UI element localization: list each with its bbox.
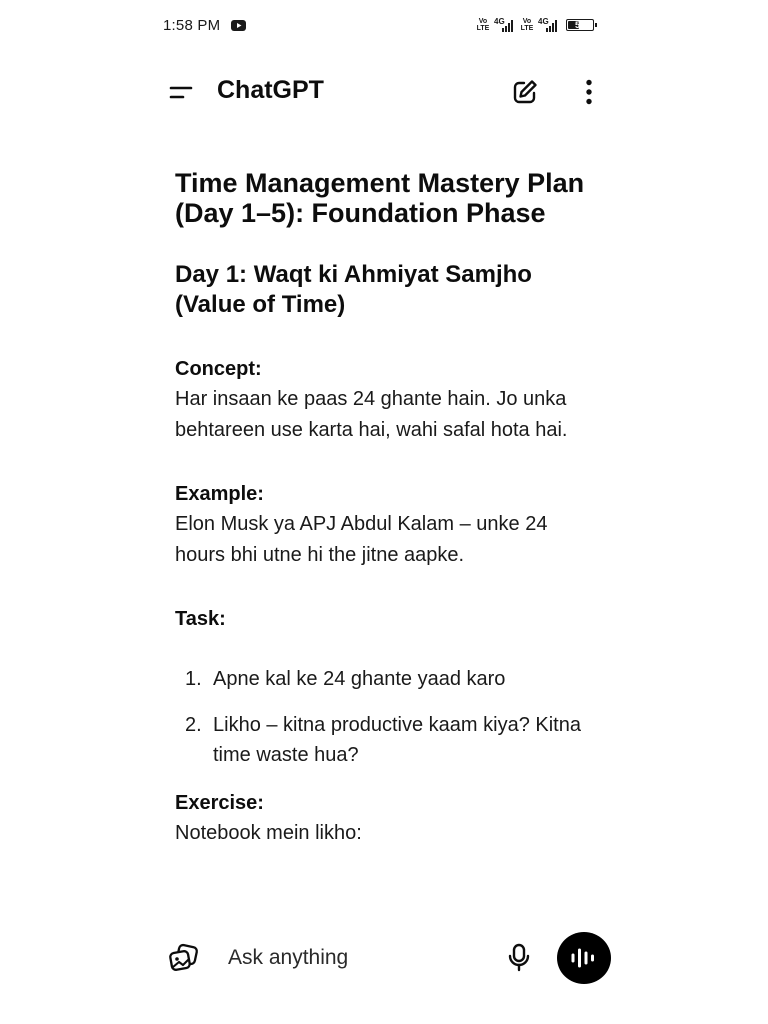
more-vertical-icon (585, 79, 593, 105)
message-title: Time Management Mastery Plan (Day 1–5): Foundation Phase (175, 168, 585, 228)
day-heading: Day 1: Waqt ki Ahmiyat Samjho (Value of Time) (175, 261, 532, 318)
app-header (0, 64, 768, 120)
microphone-icon (507, 943, 531, 973)
task-section (175, 604, 595, 770)
task-label: Task: (175, 608, 226, 630)
assistant-message (175, 168, 595, 849)
ask-input[interactable] (228, 943, 488, 973)
youtube-icon (231, 20, 246, 31)
voice-mode-button[interactable] (557, 932, 611, 984)
concept-label: Concept: (175, 358, 262, 380)
example-text: Elon Musk ya APJ Abdul Kalam – unke 24 hours bhi utne hi the jitne aapke. (175, 513, 548, 566)
more-options-button[interactable] (572, 74, 606, 110)
list-item-text: Likho – kitna productive kaam kiya? Kitna time waste hua? (213, 714, 581, 766)
list-item (175, 664, 595, 694)
status-indicators (476, 15, 594, 35)
list-item (175, 710, 595, 770)
list-item-text: Apne kal ke 24 ghante yaad karo (213, 668, 506, 690)
concept-text: Har insaan ke paas 24 ghante hain. Jo unka behtareen use karta hai, wahi safal hota hai. (175, 388, 568, 441)
exercise-section (175, 788, 595, 849)
voice-waveform-icon (570, 947, 598, 969)
battery-nub (595, 23, 597, 27)
volte-indicator: Vo LTE (476, 18, 490, 32)
list-item-number: 1. (185, 668, 202, 690)
concept-section (175, 354, 595, 445)
signal-indicator-2 (538, 17, 560, 33)
image-attach-icon (168, 943, 200, 973)
status-time: 1:58 PM (163, 17, 221, 34)
new-chat-button[interactable] (506, 74, 544, 110)
menu-icon (166, 82, 194, 102)
battery-percent: 51 (574, 20, 585, 30)
signal-indicator (494, 17, 516, 33)
example-section (175, 479, 595, 570)
task-list (175, 664, 595, 770)
example-label: Example: (175, 483, 264, 505)
attach-image-button[interactable] (166, 940, 202, 976)
signal-bars-icon (502, 20, 514, 32)
volte-indicator-2: Vo LTE (520, 18, 534, 32)
exercise-label: Exercise: (175, 792, 264, 814)
exercise-text: Notebook mein likho: (175, 822, 362, 844)
network-type-2: 4G (538, 17, 549, 26)
signal-bars-icon (546, 20, 558, 32)
status-bar (0, 0, 768, 52)
menu-button[interactable] (162, 76, 198, 108)
app-title[interactable]: ChatGPT (217, 76, 324, 104)
edit-icon (511, 78, 539, 106)
list-item-number: 2. (185, 714, 202, 736)
network-type: 4G (494, 17, 505, 26)
composer-bar (0, 925, 768, 995)
battery-icon (566, 19, 594, 31)
microphone-button[interactable] (503, 941, 535, 975)
